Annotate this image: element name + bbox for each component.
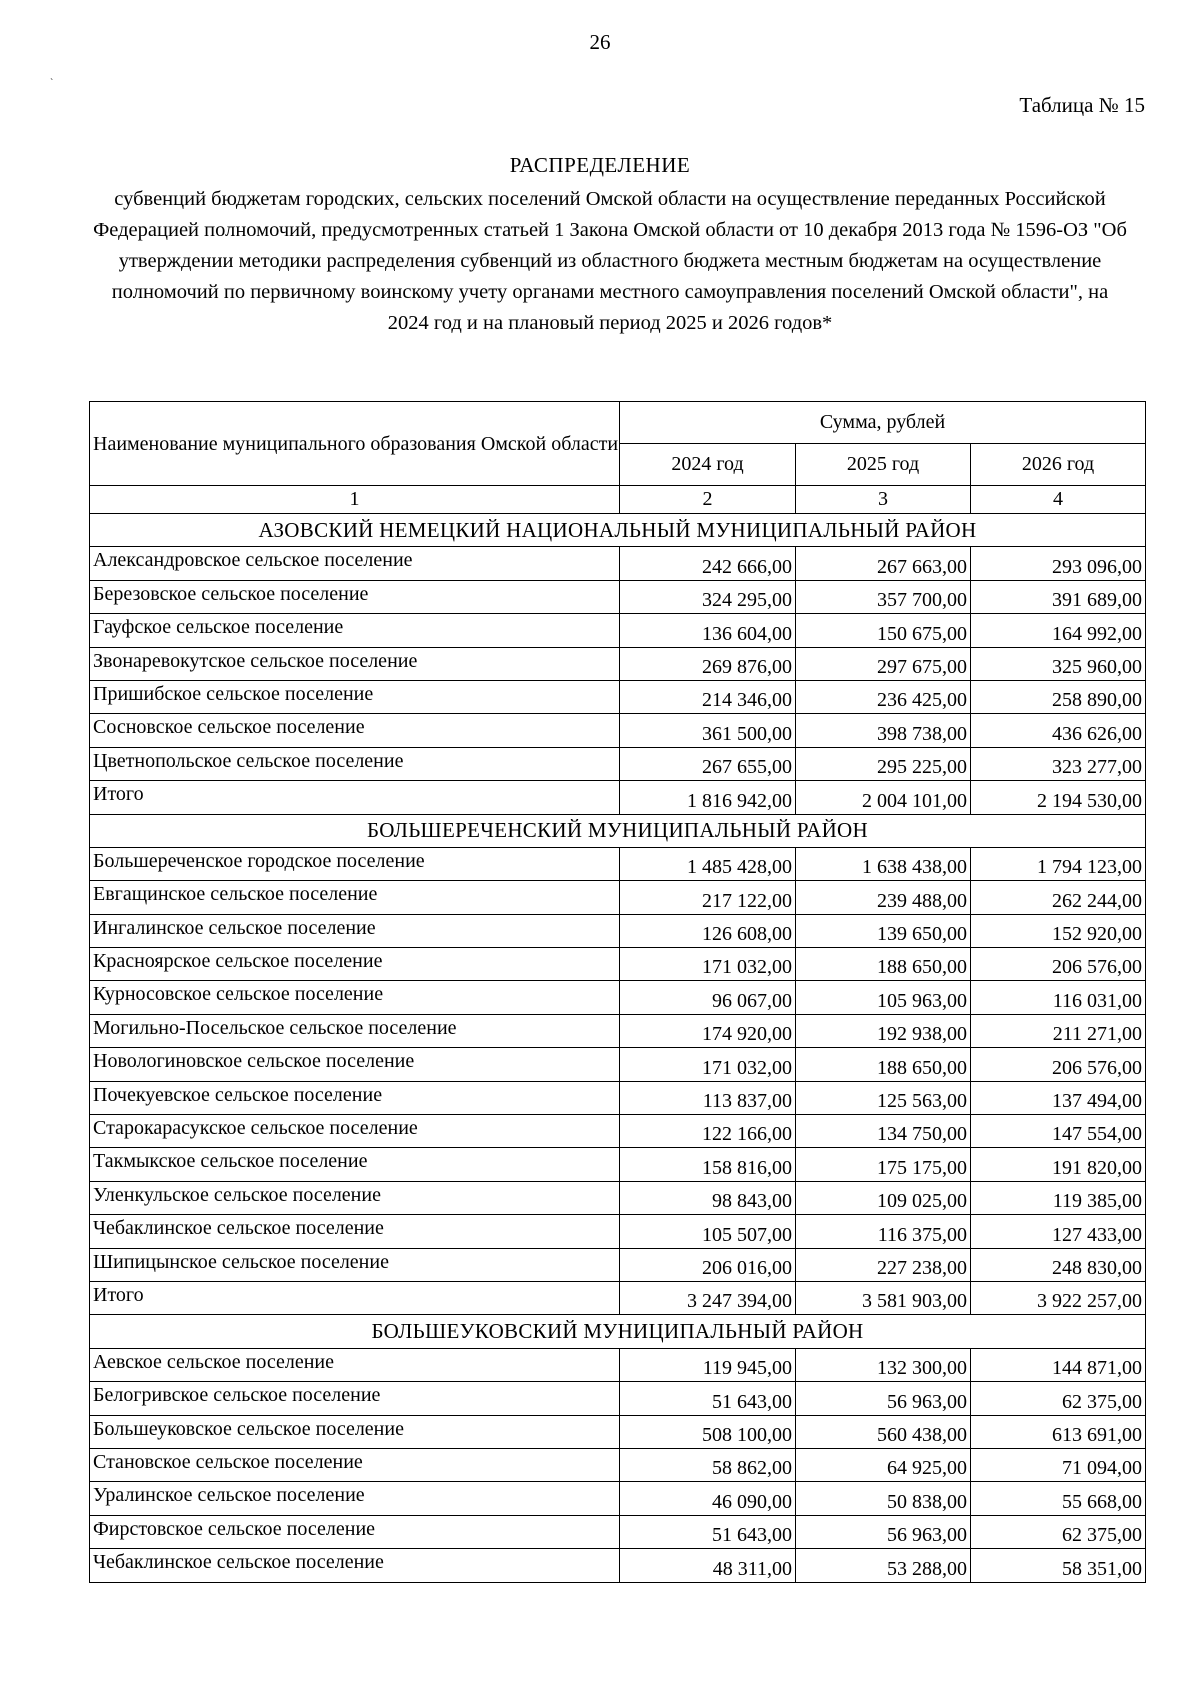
municipality-name: Березовское сельское поселение: [90, 580, 620, 613]
municipality-name: Итого: [90, 781, 620, 814]
amount-2025: 188 650,00: [796, 1048, 971, 1081]
amount-2024: 113 837,00: [620, 1081, 796, 1114]
amount-2026: 144 871,00: [971, 1348, 1146, 1381]
amount-2026: 248 830,00: [971, 1248, 1146, 1281]
amount-2024: 171 032,00: [620, 948, 796, 981]
table-row: [90, 1415, 1146, 1448]
table-row: [90, 1215, 1146, 1248]
amount-2026: 147 554,00: [971, 1115, 1146, 1148]
amount-2025: 64 925,00: [796, 1448, 971, 1481]
amount-2026: 116 031,00: [971, 981, 1146, 1014]
amount-2026: 258 890,00: [971, 680, 1146, 713]
column-number-row: [90, 486, 1146, 514]
table-row: [90, 1048, 1146, 1081]
municipality-name: Итого: [90, 1281, 620, 1314]
section-header-row: [90, 514, 1146, 547]
table-row: [90, 1081, 1146, 1114]
municipality-name: Фирстовское сельское поселение: [90, 1515, 620, 1548]
amount-2026: 323 277,00: [971, 747, 1146, 780]
table-row: [90, 1382, 1146, 1415]
municipality-name: Аевское сельское поселение: [90, 1348, 620, 1381]
amount-2024: 96 067,00: [620, 981, 796, 1014]
amount-2026: 613 691,00: [971, 1415, 1146, 1448]
amount-2026: 3 922 257,00: [971, 1281, 1146, 1314]
table-label: Таблица № 15: [1019, 93, 1145, 117]
municipality-name: Курносовское сельское поселение: [90, 981, 620, 1014]
amount-2024: 206 016,00: [620, 1248, 796, 1281]
municipality-name: Новологиновское сельское поселение: [90, 1048, 620, 1081]
amount-2024: 1 485 428,00: [620, 847, 796, 880]
table-row: [90, 1115, 1146, 1148]
amount-2025: 109 025,00: [796, 1181, 971, 1214]
amount-2026: 191 820,00: [971, 1148, 1146, 1181]
amount-2026: 152 920,00: [971, 914, 1146, 947]
amount-2026: 262 244,00: [971, 881, 1146, 914]
municipality-name: Белогривское сельское поселение: [90, 1382, 620, 1415]
amount-2025: 175 175,00: [796, 1148, 971, 1181]
amount-2024: 269 876,00: [620, 647, 796, 680]
amount-2025: 267 663,00: [796, 547, 971, 580]
municipality-name: Гауфское сельское поселение: [90, 614, 620, 647]
amount-2026: 391 689,00: [971, 580, 1146, 613]
page-number: 26: [589, 30, 611, 54]
municipality-name: Могильно-Посельское сельское поселение: [90, 1014, 620, 1047]
municipality-name: Большеуковское сельское поселение: [90, 1415, 620, 1448]
amount-2026: 211 271,00: [971, 1014, 1146, 1047]
section-title: БОЛЬШЕРЕЧЕНСКИЙ МУНИЦИПАЛЬНЫЙ РАЙОН: [90, 814, 1146, 847]
amount-2025: 357 700,00: [796, 580, 971, 613]
table-row: [90, 747, 1146, 780]
amount-2026: 325 960,00: [971, 647, 1146, 680]
amount-2026: 127 433,00: [971, 1215, 1146, 1248]
amount-2025: 2 004 101,00: [796, 781, 971, 814]
table-row: [90, 914, 1146, 947]
amount-2025: 139 650,00: [796, 914, 971, 947]
municipality-name: Становское сельское поселение: [90, 1448, 620, 1481]
header-year-2026: 2026 год: [971, 444, 1146, 486]
amount-2024: 242 666,00: [620, 547, 796, 580]
municipality-name: Почекуевское сельское поселение: [90, 1081, 620, 1114]
amount-2024: 214 346,00: [620, 680, 796, 713]
header-year-2024: 2024 год: [620, 444, 796, 486]
distribution-table: [89, 401, 1146, 1583]
municipality-name: Ингалинское сельское поселение: [90, 914, 620, 947]
table-row: [90, 1014, 1146, 1047]
amount-2025: 3 581 903,00: [796, 1281, 971, 1314]
amount-2026: 62 375,00: [971, 1515, 1146, 1548]
municipality-name: Чебаклинское сельское поселение: [90, 1549, 620, 1582]
table-row: [90, 981, 1146, 1014]
amount-2026: 62 375,00: [971, 1382, 1146, 1415]
municipality-name: Большереченское городское поселение: [90, 847, 620, 880]
amount-2024: 174 920,00: [620, 1014, 796, 1047]
scan-mark: `: [50, 78, 54, 89]
amount-2025: 398 738,00: [796, 714, 971, 747]
municipality-name: Сосновское сельское поселение: [90, 714, 620, 747]
amount-2025: 295 225,00: [796, 747, 971, 780]
amount-2026: 1 794 123,00: [971, 847, 1146, 880]
amount-2025: 56 963,00: [796, 1382, 971, 1415]
amount-2024: 58 862,00: [620, 1448, 796, 1481]
header-year-2025: 2025 год: [796, 444, 971, 486]
table-row: [90, 614, 1146, 647]
amount-2026: 436 626,00: [971, 714, 1146, 747]
amount-2026: 206 576,00: [971, 1048, 1146, 1081]
section-header-row: [90, 814, 1146, 847]
table-row: [90, 1448, 1146, 1481]
amount-2024: 51 643,00: [620, 1382, 796, 1415]
amount-2024: 158 816,00: [620, 1148, 796, 1181]
table-row: [90, 1281, 1146, 1314]
amount-2024: 1 816 942,00: [620, 781, 796, 814]
table-row: [90, 1515, 1146, 1548]
amount-2024: 122 166,00: [620, 1115, 796, 1148]
table-row: [90, 547, 1146, 580]
amount-2025: 192 938,00: [796, 1014, 971, 1047]
section-title: АЗОВСКИЙ НЕМЕЦКИЙ НАЦИОНАЛЬНЫЙ МУНИЦИПАЛЬНЫЙ РАЙОН: [90, 514, 1146, 547]
table-row: [90, 1248, 1146, 1281]
amount-2024: 46 090,00: [620, 1482, 796, 1515]
municipality-name: Евгащинское сельское поселение: [90, 881, 620, 914]
amount-2025: 134 750,00: [796, 1115, 971, 1148]
amount-2024: 126 608,00: [620, 914, 796, 947]
table-row: [90, 781, 1146, 814]
municipality-name: Звонаревокутское сельское поселение: [90, 647, 620, 680]
amount-2025: 560 438,00: [796, 1415, 971, 1448]
amount-2024: 119 945,00: [620, 1348, 796, 1381]
section-header-row: [90, 1315, 1146, 1348]
amount-2024: 48 311,00: [620, 1549, 796, 1582]
amount-2025: 105 963,00: [796, 981, 971, 1014]
table-row: [90, 881, 1146, 914]
column-number: 3: [796, 486, 971, 514]
amount-2024: 217 122,00: [620, 881, 796, 914]
municipality-name: Чебаклинское сельское поселение: [90, 1215, 620, 1248]
amount-2024: 267 655,00: [620, 747, 796, 780]
amount-2024: 508 100,00: [620, 1415, 796, 1448]
amount-2025: 116 375,00: [796, 1215, 971, 1248]
amount-2025: 297 675,00: [796, 647, 971, 680]
amount-2024: 98 843,00: [620, 1181, 796, 1214]
document-subtitle: субвенций бюджетам городских, сельских поселений Омской области на осуществление переданных Российской Федерацией полномочий, предусмотренных статьей 1 Закона Омской области от 10 декабря 2013 года № 1596-ОЗ "Об утверждении методики распределения субвенций из областного бюджета местным бюджетам на осуществление полномочий по первичному воинскому учету органами местного самоуправления поселений Омской области", на 2024 год и на плановый период 2025 и 2026 годов*: [93, 188, 1127, 334]
amount-2024: 324 295,00: [620, 580, 796, 613]
amount-2024: 361 500,00: [620, 714, 796, 747]
table-row: [90, 1348, 1146, 1381]
table-row: [90, 1549, 1146, 1582]
municipality-name: Шипицынское сельское поселение: [90, 1248, 620, 1281]
amount-2025: 125 563,00: [796, 1081, 971, 1114]
table-row: [90, 1181, 1146, 1214]
header-name-cell: Наименование муниципального образования Омской области: [90, 402, 620, 486]
document-heading: РАСПРЕДЕЛЕНИЕ: [509, 153, 691, 177]
amount-2025: 53 288,00: [796, 1549, 971, 1582]
amount-2025: 56 963,00: [796, 1515, 971, 1548]
amount-2026: 137 494,00: [971, 1081, 1146, 1114]
municipality-name: Уралинское сельское поселение: [90, 1482, 620, 1515]
amount-2025: 227 238,00: [796, 1248, 971, 1281]
municipality-name: Александровское сельское поселение: [90, 547, 620, 580]
amount-2024: 51 643,00: [620, 1515, 796, 1548]
amount-2026: 58 351,00: [971, 1549, 1146, 1582]
table-row: [90, 714, 1146, 747]
amount-2024: 3 247 394,00: [620, 1281, 796, 1314]
distribution-table-body: [90, 402, 1146, 1583]
municipality-name: Уленкульское сельское поселение: [90, 1181, 620, 1214]
amount-2025: 50 838,00: [796, 1482, 971, 1515]
amount-2025: 150 675,00: [796, 614, 971, 647]
municipality-name: Старокарасукское сельское поселение: [90, 1115, 620, 1148]
table-row: [90, 1482, 1146, 1515]
amount-2026: 293 096,00: [971, 547, 1146, 580]
amount-2026: 2 194 530,00: [971, 781, 1146, 814]
table-row: [90, 847, 1146, 880]
header-row: [90, 402, 1146, 444]
column-number: 1: [90, 486, 620, 514]
amount-2025: 188 650,00: [796, 948, 971, 981]
amount-2026: 164 992,00: [971, 614, 1146, 647]
table-row: [90, 1148, 1146, 1181]
amount-2025: 132 300,00: [796, 1348, 971, 1381]
table-row: [90, 647, 1146, 680]
amount-2026: 71 094,00: [971, 1448, 1146, 1481]
municipality-name: Пришибское сельское поселение: [90, 680, 620, 713]
section-title: БОЛЬШЕУКОВСКИЙ МУНИЦИПАЛЬНЫЙ РАЙОН: [90, 1315, 1146, 1348]
amount-2026: 55 668,00: [971, 1482, 1146, 1515]
table-row: [90, 948, 1146, 981]
column-number: 4: [971, 486, 1146, 514]
column-number: 2: [620, 486, 796, 514]
municipality-name: Цветнопольское сельское поселение: [90, 747, 620, 780]
amount-2026: 119 385,00: [971, 1181, 1146, 1214]
amount-2025: 236 425,00: [796, 680, 971, 713]
table-row: [90, 580, 1146, 613]
amount-2025: 1 638 438,00: [796, 847, 971, 880]
amount-2024: 171 032,00: [620, 1048, 796, 1081]
amount-2024: 136 604,00: [620, 614, 796, 647]
municipality-name: Красноярское сельское поселение: [90, 948, 620, 981]
amount-2024: 105 507,00: [620, 1215, 796, 1248]
amount-2025: 239 488,00: [796, 881, 971, 914]
table-row: [90, 680, 1146, 713]
header-sum-cell: Сумма, рублей: [620, 402, 1146, 444]
amount-2026: 206 576,00: [971, 948, 1146, 981]
municipality-name: Такмыкское сельское поселение: [90, 1148, 620, 1181]
